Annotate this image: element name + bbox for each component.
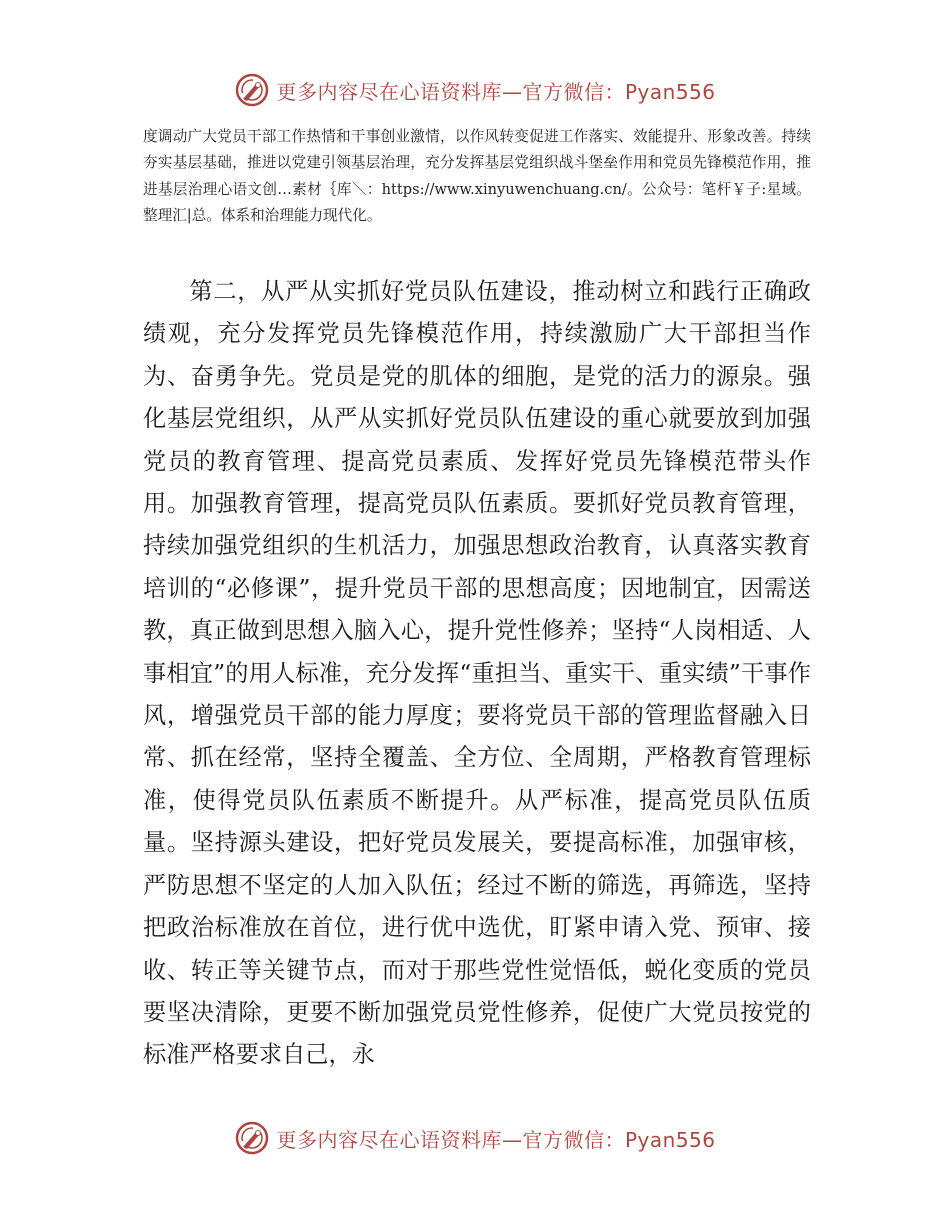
banner-text [276,1124,715,1153]
logo-icon [234,1120,270,1156]
banner-wechat-id: Pyan556 [624,1127,716,1152]
banner-text [276,76,715,105]
banner-title: 更多内容尽在心语资料库 [276,1127,502,1152]
main-paragraph: 第二，从严从实抓好党员队伍建设，推动树立和践行正确政绩观，充分发挥党员先锋模范作用，持续激励广大干部担当作为、奋勇争先。党员是党的肌体的细胞，是党的活力的源泉。强化基层党组织，从严从实抓好党员队伍建设的重心就要放到加强党员的教育管理、提高党员素质、发挥好党员先锋模范带头作用。加强教育管理，提高党员队伍素质。要抓好党员教育管理，持续加强党组织的生机活力，加强思想政治教育，认真落实教育培训的“必修课”，提升党员干部的思想高度；因地制宜，因需送教，真正做到思想入脑入心，提升党性修养；坚持“人岗相适、人事相宜”的用人标准，充分发挥“重担当、重实干、重实绩”干事作风，增强党员干部的能力厚度；要将党员干部的管理监督融入日常、抓在经常，坚持全覆盖、全方位、全周期，严格教育管理标准，使得党员队伍素质不断提升。从严标准，提高党员队伍质量。坚持源头建设，把好党员发展关，要提高标准，加强审核，严防思想不坚定的人加入队伍；经过不断的筛选，再筛选，坚持把政治标准放在首位，进行优中选优，盯紧申请入党、预审、接收、转正等关键节点，而对于那些党性觉悟低，蜕化变质的党员要坚决清除，更要不断加强党员党性修养，促使广大党员按党的标准严格要求自己，永 [143,278,811,1069]
banner-wechat-label: 官方微信： [522,1127,625,1152]
banner-separator: — [501,1127,523,1152]
banner-wechat-label: 官方微信： [522,79,625,104]
intro-paragraph: 度调动广大党员干部工作热情和干事创业激情，以作风转变促进工作落实、效能提升、形象改善。持续夯实基层基础，推进以党建引领基层治理，充分发挥基层党组织战斗堡垒作用和党员先锋模范作用，推进基层治理心语文创…素材｛库＼：https://www.xinyuwenchuang.cn/。公众号：笔杆￥子:星域。整理汇|总。体系和治理能力现代化。 [143,128,811,225]
footer-banner [0,1118,950,1158]
banner-separator: — [501,79,523,104]
logo-icon [234,72,270,108]
header-banner [0,70,950,110]
banner-wechat-id: Pyan556 [624,79,716,104]
banner-title: 更多内容尽在心语资料库 [276,79,502,104]
